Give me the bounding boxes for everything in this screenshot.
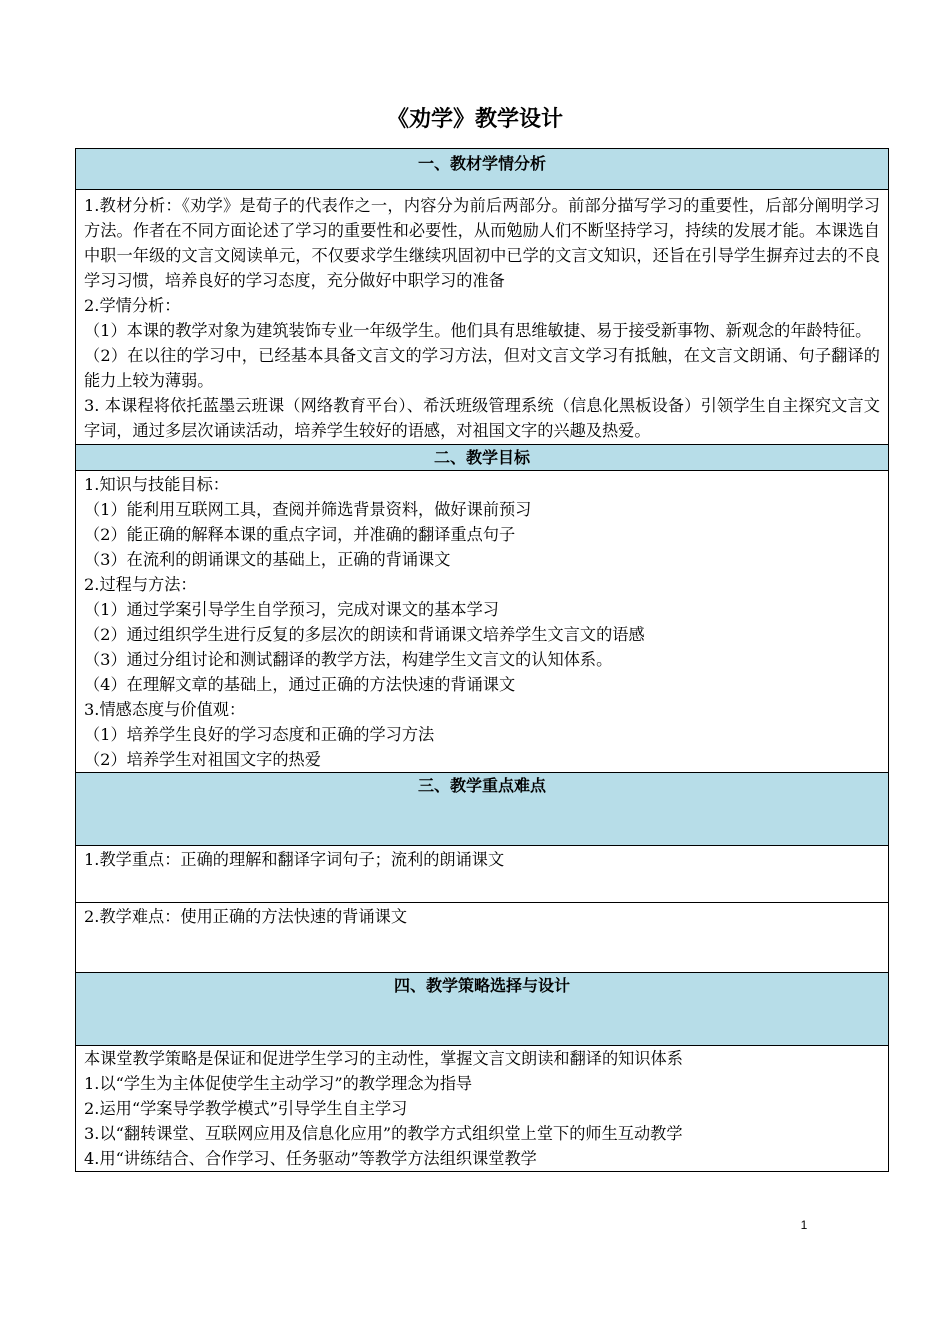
lesson-plan-table: [75, 148, 889, 1172]
section-4-heading-row: [76, 973, 889, 1046]
section-3-difficult-row: [76, 903, 889, 973]
section-1-content-row: [76, 190, 889, 445]
section-3-key-row: [76, 846, 889, 903]
list-item: 3.情感态度与价值观：: [84, 700, 246, 719]
difficult-point-text: 2.教学难点：使用正确的方法快速的背诵课文: [84, 907, 408, 926]
list-item: （2）培养学生对祖国文字的热爱: [84, 750, 321, 769]
section-heading: 四、教学策略选择与设计: [76, 973, 889, 1046]
key-point: [76, 846, 889, 903]
paragraph: 2.学情分析：: [84, 296, 181, 315]
list-item: （4）在理解文章的基础上，通过正确的方法快速的背诵课文: [84, 675, 516, 694]
list-item: 3.以“翻转课堂、互联网应用及信息化应用”的教学方式组织堂上堂下的师生互动教学: [84, 1124, 683, 1143]
list-item: （3）在流利的朗诵课文的基础上，正确的背诵课文: [84, 550, 451, 569]
page-number: 1: [800, 1218, 808, 1232]
list-item: 2.过程与方法：: [84, 575, 197, 594]
paragraph: （1）本课的教学对象为建筑装饰专业一年级学生。他们具有思维敏捷、易于接受新事物、新观念的年龄特征。: [84, 321, 872, 340]
paragraph: 3. 本课程将依托蓝墨云班课（网络教育平台）、希沃班级管理系统（信息化黑板设备）引领学生自主探究文言文字词，通过多层次诵读活动，培养学生较好的语感，对祖国文字的兴趣及热爱。: [84, 396, 880, 440]
paragraph: 1.教材分析：《劝学》是荀子的代表作之一，内容分为前后两部分。前部分描写学习的重要性，后部分阐明学习方法。作者在不同方面论述了学习的重要性和必要性，从而勉励人们不断坚持学习，持续的发展才能。本课选自中职一年级的文言文阅读单元，不仅要求学生继续巩固初中已学的文言文知识，还旨在引导学生摒弃过去的不良学习习惯，培养良好的学习态度，充分做好中职学习的准备: [84, 196, 880, 290]
list-item: （3）通过分组讨论和测试翻译的教学方法，构建学生文言文的认知体系。: [84, 650, 613, 669]
section-1-heading-row: [76, 149, 889, 190]
section-4-content: [76, 1046, 889, 1172]
list-item: 4.用“讲练结合、合作学习、任务驱动”等教学方法组织课堂教学: [84, 1149, 537, 1168]
section-heading: 一、教材学情分析: [76, 149, 889, 190]
section-heading: 二、教学目标: [76, 445, 889, 471]
document-title: 《劝学》教学设计: [386, 107, 563, 132]
section-4-content-row: [76, 1046, 889, 1172]
list-item: （1）培养学生良好的学习态度和正确的学习方法: [84, 725, 435, 744]
list-item: （1）能利用互联网工具，查阅并筛选背景资料，做好课前预习: [84, 500, 532, 519]
section-2-content-row: [76, 471, 889, 773]
list-item: （1）通过学案引导学生自学预习，完成对课文的基本学习: [84, 600, 499, 619]
section-3-heading-row: [76, 773, 889, 846]
section-2-heading-row: [76, 445, 889, 471]
list-item: 1.以“学生为主体促使学生主动学习”的教学理念为指导: [84, 1074, 473, 1093]
difficult-point: [76, 903, 889, 973]
list-item: （2）能正确的解释本课的重点字词，并准确的翻译重点句子: [84, 525, 516, 544]
list-item: 2.运用“学案导学教学模式”引导学生自主学习: [84, 1099, 408, 1118]
key-point-text: 1.教学重点：正确的理解和翻译字词句子；流利的朗诵课文: [84, 850, 505, 869]
section-2-content: [76, 471, 889, 773]
section-heading: 三、教学重点难点: [76, 773, 889, 846]
list-item: 本课堂教学策略是保证和促进学生学习的主动性，掌握文言文朗读和翻译的知识体系: [84, 1049, 683, 1068]
list-item: 1.知识与技能目标：: [84, 475, 229, 494]
list-item: （2）通过组织学生进行反复的多层次的朗读和背诵课文培养学生文言文的语感: [84, 625, 645, 644]
paragraph: （2）在以往的学习中，已经基本具备文言文的学习方法，但对文言文学习有抵触，在文言文朗诵、句子翻译的能力上较为薄弱。: [84, 346, 880, 390]
section-1-content: [76, 190, 889, 445]
